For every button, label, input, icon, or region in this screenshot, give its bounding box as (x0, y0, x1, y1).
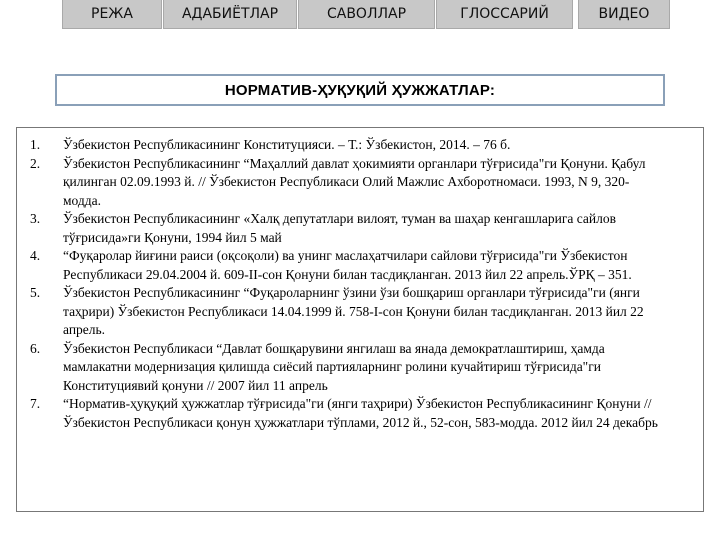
reference-text: Ўзбекистон Республикасининг Конституцияси. – Т.: Ўзбекистон, 2014. – 76 б. (63, 137, 511, 152)
nav-button-video[interactable]: ВИДЕО (578, 0, 670, 29)
reference-item (17, 284, 703, 340)
reference-item (17, 136, 703, 155)
reference-item (17, 340, 703, 396)
reference-text: Ўзбекистон Республикаси “Давлат бошқарувини янгилаш ва янада демократлаштириш, ҳамда мамлакатни модернизация қилишда сиёсий партияларнинг ролини кучайтириш тўғрисида"ги Конституциявий қонуни // 2007 йил 11 апрель (63, 340, 605, 393)
reference-text: “Фуқаролар йиғини раиси (оқсоқоли) ва унинг маслаҳатчилари сайлови тўғрисида"ги Ўзбекистон Республикаси 29.04.2004 й. 609-II-сон Қонуни билан тасдиқланган. 2013 йил 22 апрель.ЎРҚ – 351. (63, 248, 632, 282)
reference-number: 2. (30, 155, 41, 171)
nav-button-glossary[interactable]: ГЛОССАРИЙ (436, 0, 573, 29)
section-title-box (55, 74, 665, 106)
nav-button-questions[interactable]: САВОЛЛАР (298, 0, 435, 29)
reference-item (17, 395, 703, 432)
reference-text: Ўзбекистон Республикасининг «Халқ депутатлари вилоят, туман ва шаҳар кенгашларига сайлов тўғрисида»ги Қонуни, 1994 йил 5 май (63, 211, 617, 245)
top-nav (0, 0, 720, 30)
section-title: НОРМАТИВ-ҲУҚУҚИЙ ҲУЖЖАТЛАР: (224, 81, 496, 99)
reference-number: 1. (30, 137, 41, 152)
reference-text: Ўзбекистон Республикасининг “Маҳаллий давлат ҳокимияти органлари тўғрисида"ги Қонуни. Қабул қилинган 02.09.1993 й. // Ўзбекистон Республикаси Олий Мажлис Ахборотномаси. 1993, N 9, 320-модда. (63, 155, 646, 208)
nav-button-literature[interactable]: АДАБИЁТЛАР (163, 0, 297, 29)
reference-text: “Норматив-ҳуқуқий ҳужжатлар тўғрисида"ги (янги таҳрири) Ўзбекистон Республикасининг Қонуни // Ўзбекистон Республикаси қонун ҳужжатлари тўплами, 2012 й., 52-сон, 583-модда. 2012 йил 24 декабрь (63, 396, 658, 430)
references-list (17, 136, 703, 432)
reference-number: 6. (30, 340, 41, 356)
reference-item (17, 155, 703, 211)
reference-text: Ўзбекистон Республикасининг “Фуқароларнинг ўзини ўзи бошқариш органлари тўғрисида"ги (янги таҳрири) Ўзбекистон Республикаси 14.04.1999 й. 758-I-сон Қонуни билан тасдиқланган. 2013 йил 22 апрель. (63, 285, 644, 337)
reference-number: 4. (30, 248, 41, 263)
reference-number: 3. (30, 211, 41, 226)
nav-button-plan[interactable]: РЕЖА (62, 0, 162, 29)
reference-item (17, 210, 703, 247)
reference-item (17, 247, 703, 284)
reference-number: 5. (30, 285, 41, 300)
references-panel (16, 127, 704, 512)
reference-number: 7. (30, 396, 41, 411)
